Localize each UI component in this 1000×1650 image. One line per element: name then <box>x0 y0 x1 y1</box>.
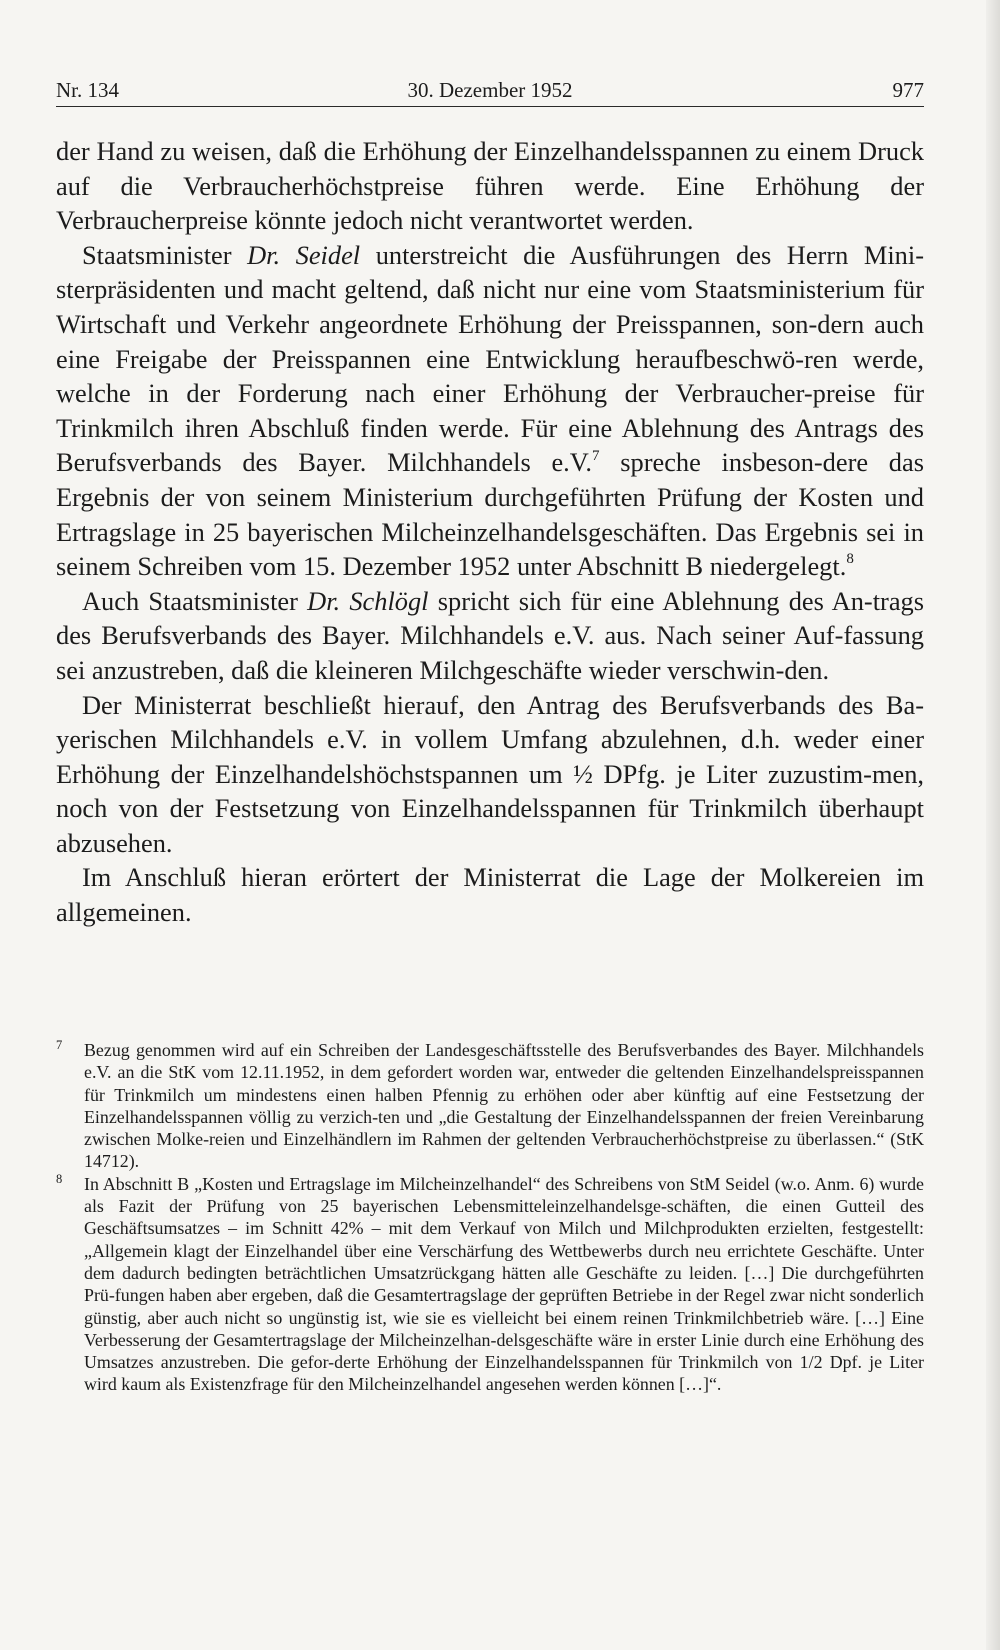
footnote-7 <box>56 1039 924 1173</box>
paragraph-1-text: der Hand zu weisen, daß die Erhöhung der Einzelhandelsspannen zu einem Druck auf die Verbraucherhöchstpreise führen werde. Eine Erhöhung der Verbraucherpreise könnte jedoch nicht verantwortet werden. <box>56 136 924 236</box>
paragraph-2-text: unterstreicht die Ausführungen des Herrn Mini-sterpräsidenten und macht geltend, daß nicht nur eine vom Staatsministerium für Wirtschaft und Verkehr angeordnete Erhöhung der Preisspannen, son-dern auch eine Freigabe der Preisspannen eine Entwicklung heraufbeschwö-ren werde, welche in der Forderung nach einer Erhöhung der Verbraucher-preise für Trinkmilch ihren Abschluß finden werde. Für eine Ablehnung des Antrags des Berufsverbands des Bayer. Milchhandels e.V. <box>56 239 924 478</box>
paragraph-4-text: Der Ministerrat beschließt hierauf, den Antrag des Berufsverbands des Ba-yerischen Milchhandels e.V. in vollem Umfang abzulehnen, d.h. weder einer Erhöhung der Einzelhandelshöchstspannen um ½ DPfg. je Liter zuzustim-men, noch von der Festsetzung von Einzelhandelsspannen für Trinkmilch überhaupt abzusehen. <box>56 689 924 858</box>
paragraph-3-text: spricht sich für eine Ablehnung des An-trags des Berufsverbands des Bayer. Milchhandels e.V. aus. Nach seiner Auf-fassung sei anzustreben, daß die kleineren Milchgeschäfte wieder verschwin-den. <box>56 585 925 685</box>
paragraph-2-text-cont: spreche insbeson-dere das Ergebnis der von seinem Ministerium durchgeführten Prüfung der Kosten und Ertragslage in 25 bayerischen Milcheinzelhandelsgeschäften. Das Ergebnis sei in seinem Schreiben vom 15. Dezember 1952 unter Abschnitt B niedergelegt. <box>56 447 924 582</box>
paragraph-2 <box>56 238 924 584</box>
footnote-text: In Abschnitt B „Kosten und Ertragslage im Milcheinzelhandel“ des Schreibens von StM Seidel (w.o. Anm. 6) wurde als Fazit der Prüfung von 25 bayerischen Lebensmitteleinzelhandelsge-schäften, die einen Gutteil des Geschäftsumsatzes – im Schnitt 42% – mit dem Verkauf von Milch und Milchprodukten erzielten, festgestellt: „Allgemein klagt der Einzelhandel über eine Verschärfung des Wettbewerbs durch neu errichtete Geschäfte. Unter dem dadurch bedingten beträchtlichen Umsatzrückgang hätten alle Geschäfte zu leiden. […] Die durchgeführten Prü-fungen haben aber ergeben, daß die Gesamtertragslage der geprüften Betriebe in der Regel zwar nicht sonderlich günstig, aber auch nicht so ungünstig ist, wie sie es vielleicht bei einem reinen Trinkmilchbetrieb wäre. […] Eine Verbesserung der Gesamtertragslage der Milcheinzelhan-delsgeschäfte wäre in erster Linie durch eine Erhöhung des Umsatzes anzustreben. Die gefor-derte Erhöhung der Einzelhandelsspannen für Trinkmilch von 1/2 Dpf. je Liter wird kaum als Existenzfrage für den Milcheinzelhandel angesehen werden können […]“. <box>84 1173 924 1395</box>
paragraph-3 <box>56 584 924 688</box>
page-date: 30. Dezember 1952 <box>407 78 573 102</box>
page-number: 977 <box>892 78 924 102</box>
footnote-number: 7 <box>56 1038 63 1052</box>
footnotes <box>56 1039 924 1396</box>
paragraph-4 <box>56 688 924 861</box>
page-edge-shadow <box>986 0 1000 1650</box>
footnote-ref-7[interactable]: 7 <box>592 447 600 464</box>
paragraph-1 <box>56 134 924 238</box>
page-header <box>56 74 924 104</box>
footnote-8 <box>56 1173 924 1396</box>
paragraph-5 <box>56 860 924 929</box>
minister-name-schloegl: Dr. Schlögl <box>307 585 429 616</box>
main-text <box>56 134 924 930</box>
paragraph-2-lead: Staatsminister <box>82 239 248 270</box>
footnote-text: Bezug genommen wird auf ein Schreiben der Landesgeschäftsstelle des Berufsverbandes des Bayer. Milchhandels e.V. an die StK vom 12.11.1952, in dem gefordert worden war, entweder die geltenden Einzelhandelspreisspannen für Trinkmilch um mindestens einen halben Pfennig zu erhöhen oder aber künftig auf eine Festsetzung der Einzelhandelsspannen völlig zu verzich-ten und „die Gestaltung der Einzelhandelsspannen der freien Vereinbarung zwischen Molke-reien und Einzelhändlern im Rahmen der geltenden Verbraucherhöchstpreise zu überlassen.“ (StK 14712). <box>84 1040 924 1172</box>
header-rule <box>56 106 924 107</box>
footnote-ref-8[interactable]: 8 <box>846 551 854 568</box>
issue-number: Nr. 134 <box>56 78 119 102</box>
minister-name-seidel: Dr. Seidel <box>247 239 361 270</box>
footnote-number: 8 <box>56 1171 63 1186</box>
paragraph-3-lead: Auch Staatsminister <box>82 585 308 616</box>
paragraph-5-text: Im Anschluß hieran erörtert der Ministerrat die Lage der Molkereien im allgemeinen. <box>56 862 924 928</box>
